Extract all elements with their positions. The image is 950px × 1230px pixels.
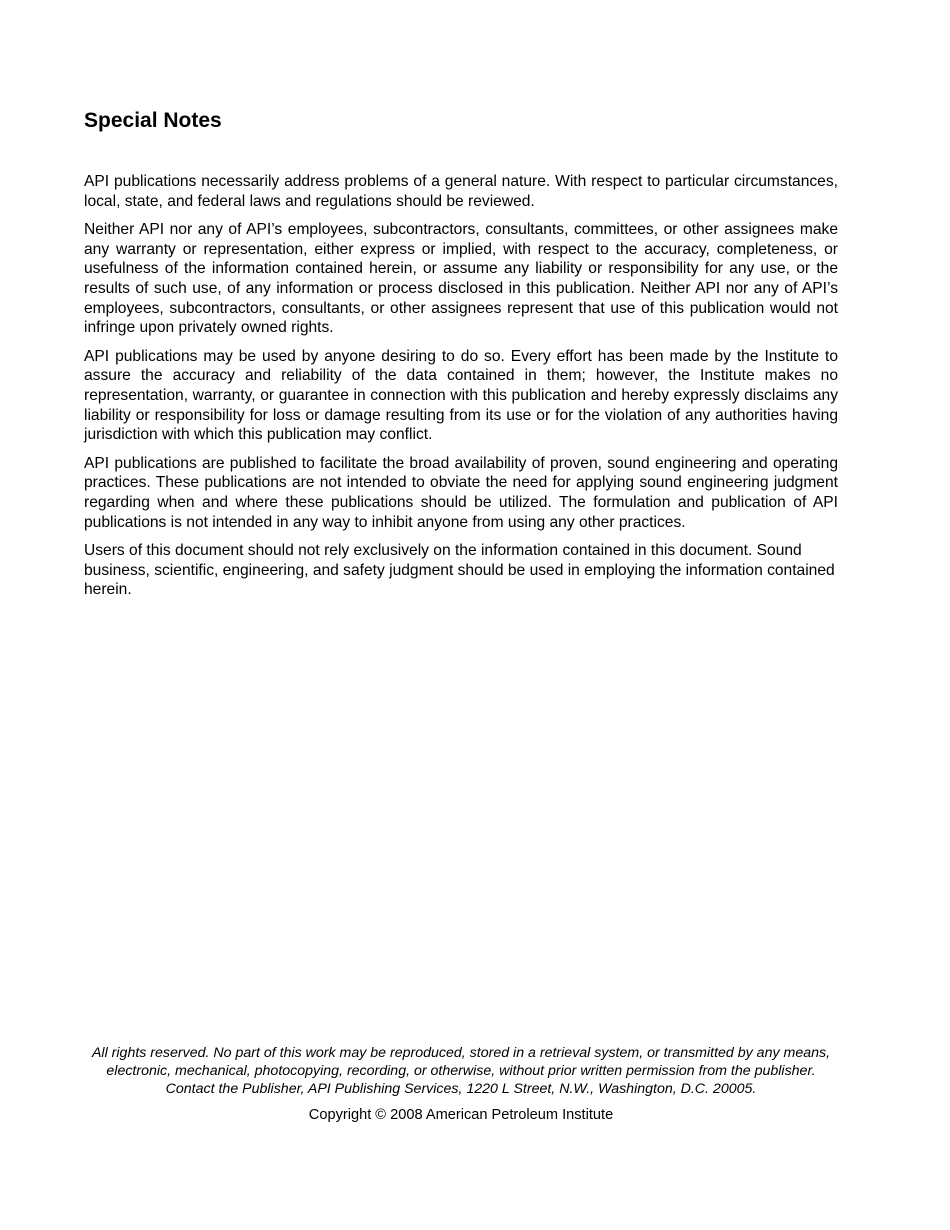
paragraph-purpose: API publications are published to facilitate the broad availability of proven, sound engineering and operating practices. These publications are not intended to obviate the need for applying sound engineering judgment regarding when and where these publications should be utilized. The formulation and publication of API publications is not intended in any way to inhibit anyone from using any other practices. [84, 454, 838, 531]
paragraph-no-warranty: Neither API nor any of API’s employees, subcontractors, consultants, committees, or other assignees make any warranty or representation, either express or implied, with respect to the accuracy, completeness, or usefulness of the information contained herein, or assume any liability or responsibility for any use, or the results of such use, of any information or process disclosed in this publication. Neither API nor any of API’s employees, subcontractors, consultants, or other assignees represent that use of this publication would not infringe upon privately owned rights. [84, 221, 838, 337]
copyright-line: Copyright © 2008 American Petroleum Institute [308, 1107, 614, 1123]
paragraph-user-judgment: Users of this document should not rely exclusively on the information contained in this document. Sound business, scientific, engineering, and safety judgment should be used in employing the information contained herein. [84, 542, 835, 599]
paragraph-accuracy-disclaimer: API publications may be used by anyone desiring to do so. Every effort has been made by the Institute to assure the accuracy and reliability of the data contained in them; however, the Institute makes no representation, warranty, or guarantee in connection with this publication and hereby expressly disclaims any liability or responsibility for loss or damage resulting from its use or for the violation of any authorities having jurisdiction with which this publication may conflict. [84, 347, 838, 444]
paragraph-general-nature: API publications necessarily address problems of a general nature. With respect to particular circumstances, local, state, and federal laws and regulations should be reviewed. [84, 173, 838, 210]
rights-notice: All rights reserved. No part of this work may be reproduced, stored in a retrieval system, or transmitted by any means, electronic, mechanical, photocopying, recording, or otherwise, without prior written permission from the publisher. Contact the Publisher, API Publishing Services, 1220 L Street, N.W., Washington, D.C. 20005. [91, 1045, 831, 1097]
page-title: Special Notes [84, 109, 222, 132]
special-notes-body [84, 172, 838, 609]
document-page [84, 0, 838, 1230]
